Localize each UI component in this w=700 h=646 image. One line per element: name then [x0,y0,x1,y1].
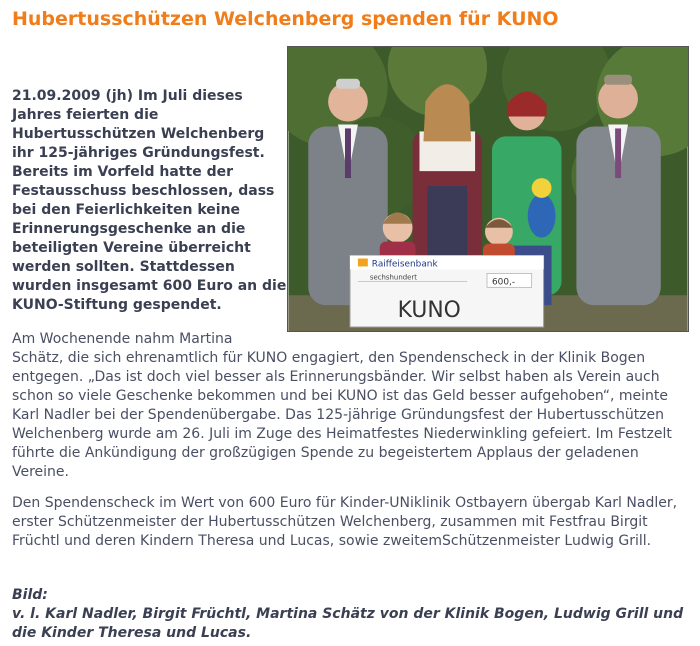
cheque-amount-text: 600,- [491,277,516,288]
cheque-payee-text: KUNO [397,298,461,324]
article-lead: 21.09.2009 (jh) Im Juli dieses Jahres feierten die Hubertusschützen Welchenberg ihr 125-jähriges Gründungsfest. Bereits im Vorfeld hatte der Festausschuss beschlossen, dass bei den Feierlichkeiten keine Erinnerungsgeschenke an die beteiligten Vereine überreicht werden sollten. Stattdessen wurden insgesamt 600 Euro an die KUNO-Stiftung gespendet. [12,88,287,313]
caption-text: v. l. Karl Nadler, Birgit Früchtl, Martina Schätz von der Klinik Bogen, Ludwig Grill und die Kinder Theresa und Lucas. [12,606,684,641]
cheque-bank-text: Raiffeisenbank [371,259,438,270]
article-paragraph-1 [12,330,692,482]
paragraph-1-first-line: Am Wochenende nahm Martina [12,331,233,347]
paragraph-1-body: Schätz, die sich ehrenamtlich für KUNO engagiert, den Spendenscheck in der Klinik Bogen entgegen. „Das ist doch viel besser als Erinnerungsbänder. Wir selbst haben als Verein auch schon so viele Geschenke bekommen und bei KUNO ist das Geld besser aufgehoben“, meinte Karl Nadler bei der Spendenübergabe. Das 125-jährige Gründungsfest der Hubertusschützen Welchenberg wurde am 26. Juli im Zuge des Heimatfestes Niederwinkling gefeiert. Im Festzelt führte die Ankündigung der großzügigen Spende zu begeistertem Applaus der geladenen Vereine. [12,350,672,480]
cheque-words-text: sechshundert [369,273,417,282]
photo-caption [12,586,692,643]
article-photo [287,46,689,332]
caption-label: Bild: [12,587,48,603]
article-headline: Hubertusschützen Welchenberg spenden für KUNO [12,8,559,30]
article-paragraph-2: Den Spendenscheck im Wert von 600 Euro für Kinder-UNiklinik Ostbayern übergab Karl Nadler, erster Schützenmeister der Hubertusschützen Welchenberg, zusammen mit Festfrau Birgit Früchtl und deren Kindern Theresa und Lucas, sowie zweitemSchützenmeister Ludwig Grill. [12,495,678,549]
